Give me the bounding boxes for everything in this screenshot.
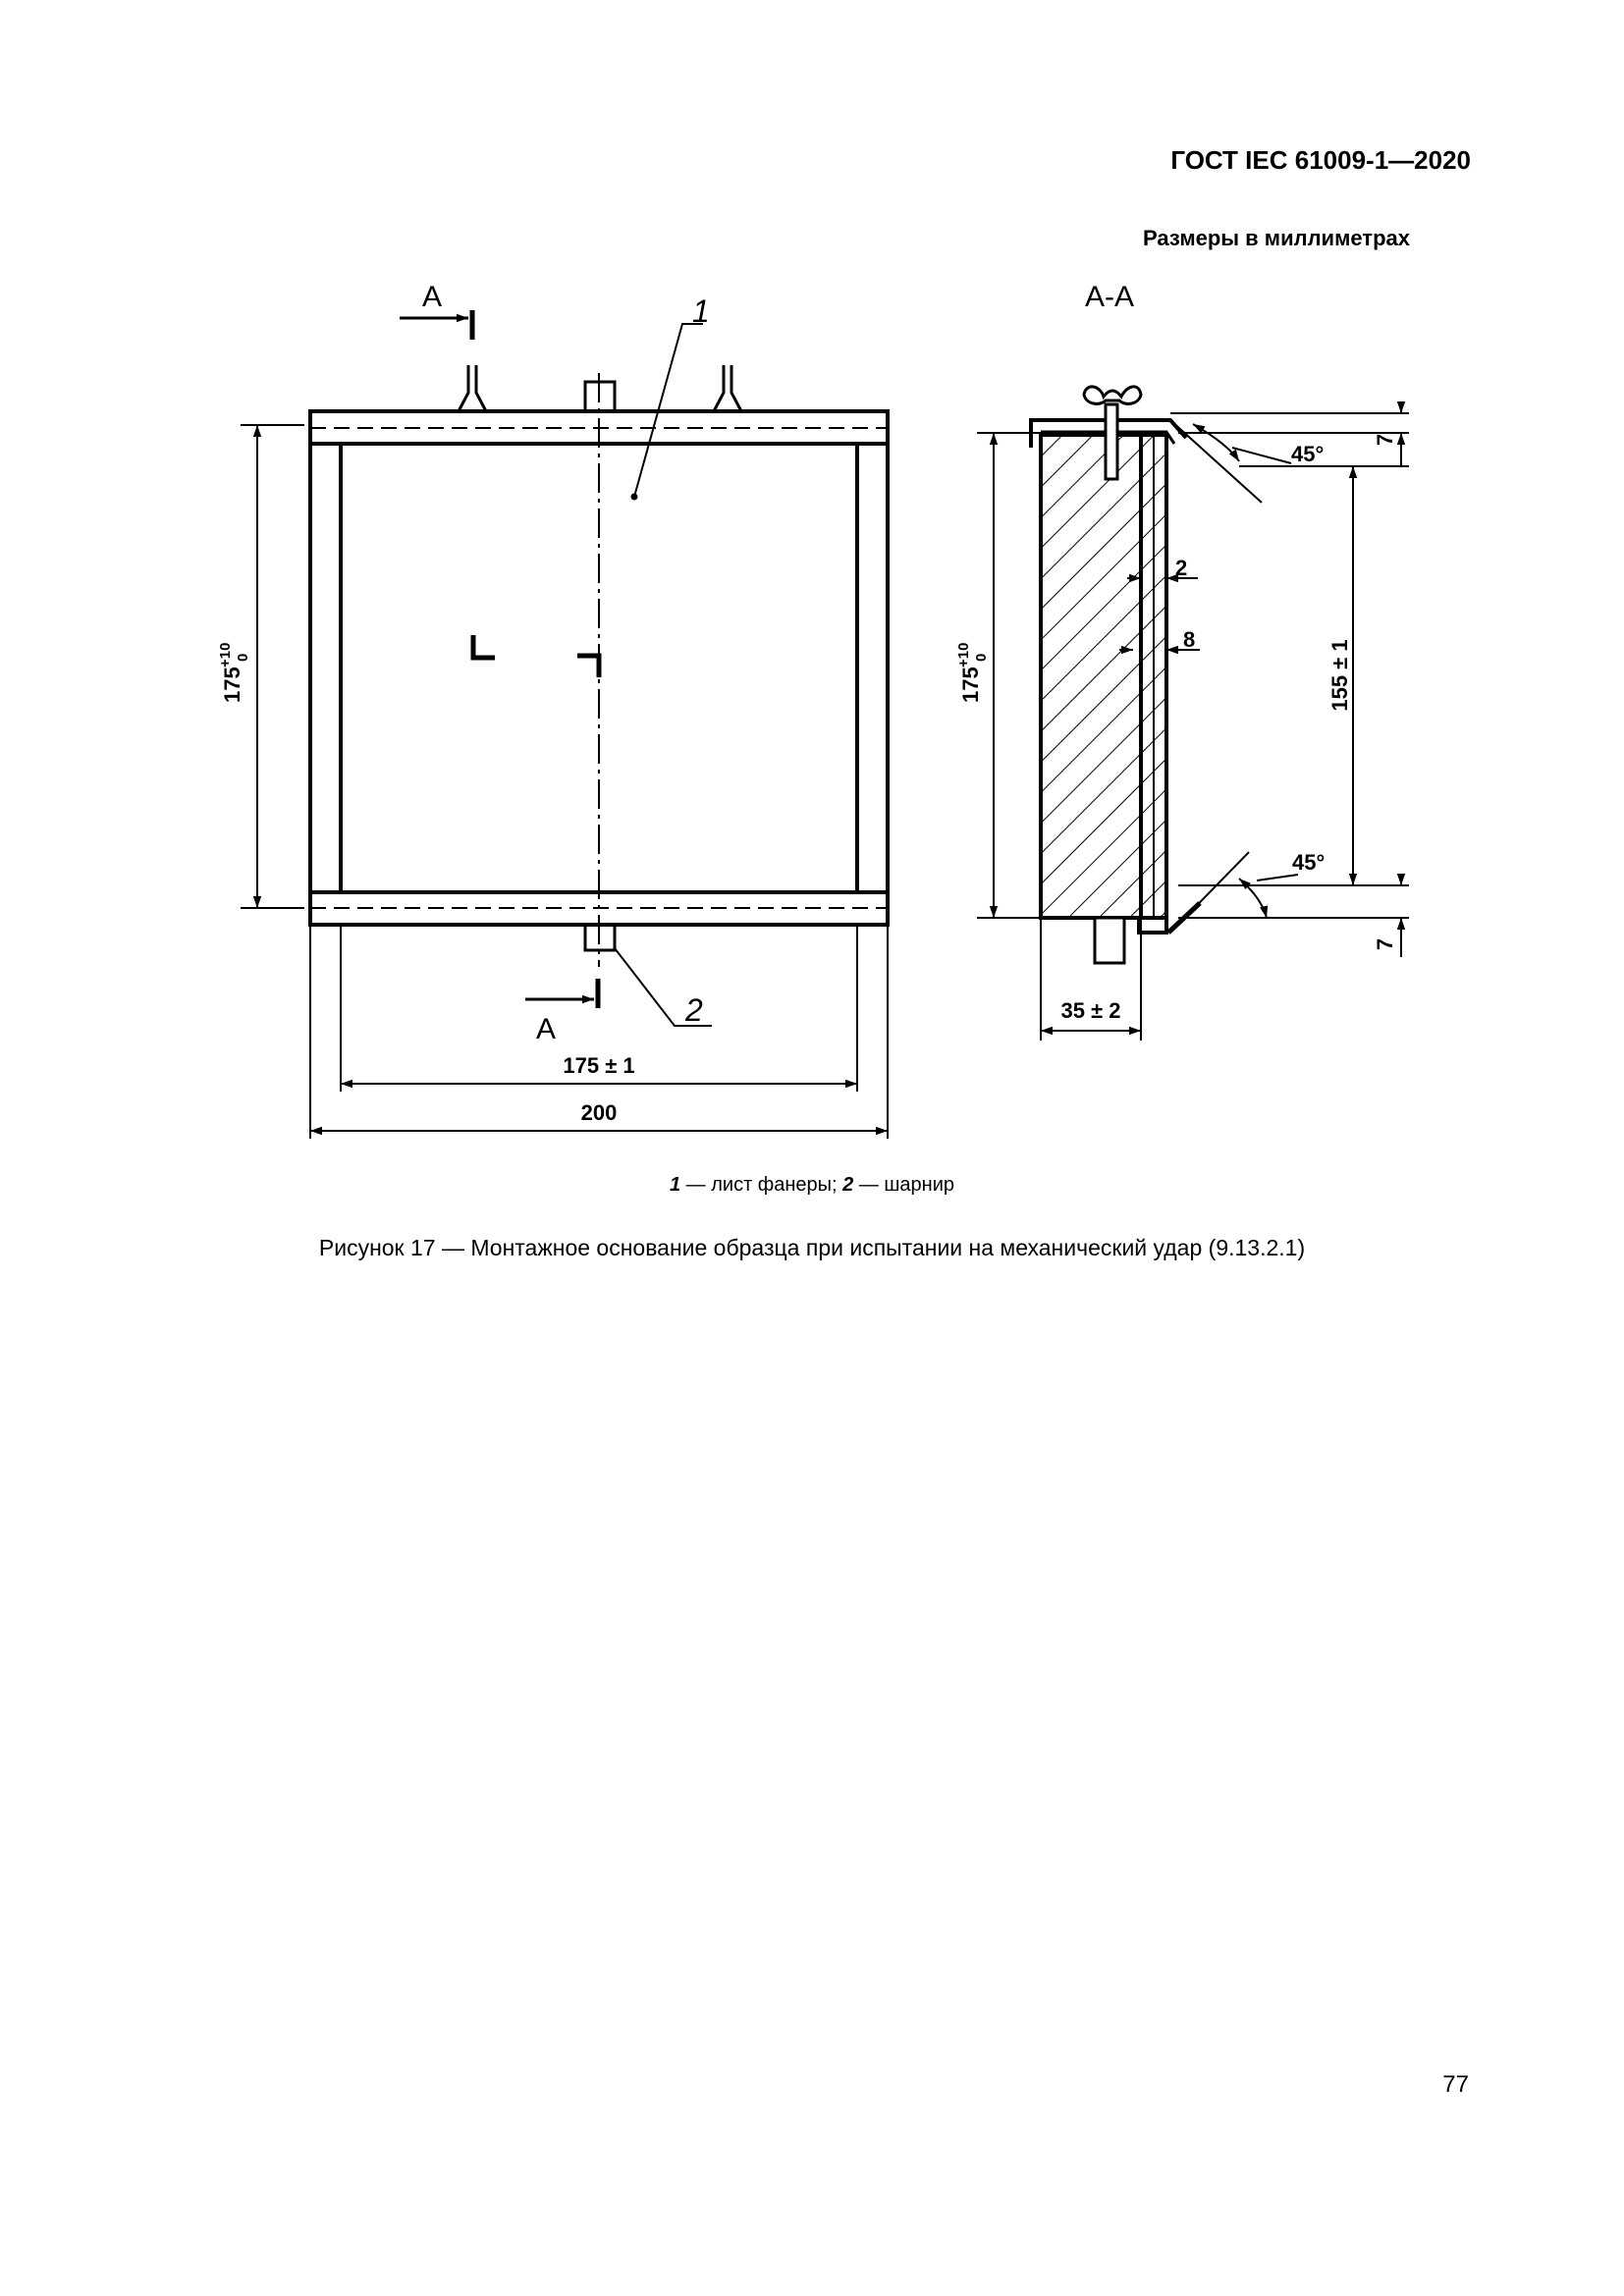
front-view xyxy=(241,310,888,1139)
wing-nut-icon xyxy=(459,365,486,411)
svg-text:+10: +10 xyxy=(217,642,234,667)
figure-legend xyxy=(0,1174,1624,1197)
svg-text:175: 175 xyxy=(958,667,983,703)
dim-outer-width: 200 xyxy=(580,1100,618,1125)
dim-inner-width: 175 ± 1 xyxy=(563,1053,635,1078)
section-mark-bottom: А xyxy=(536,1013,557,1045)
svg-text:0: 0 xyxy=(973,653,990,662)
legend-num-1: 1 xyxy=(669,1174,681,1196)
standard-id: ГОСТ IEC 61009-1—2020 xyxy=(1170,145,1471,175)
section-mark-top: А xyxy=(422,281,443,313)
svg-text:175: 175 xyxy=(220,667,244,703)
section-height-dimension xyxy=(955,643,990,703)
callout-1: 1 xyxy=(692,294,710,329)
angle-top: 45° xyxy=(1291,442,1325,466)
page-number: 77 xyxy=(1442,2071,1469,2098)
dim-thickness-2: 2 xyxy=(1175,556,1188,580)
svg-text:+10: +10 xyxy=(955,642,972,667)
dim-thickness-8: 8 xyxy=(1183,627,1196,652)
plywood-block xyxy=(1041,435,1141,918)
svg-text:0: 0 xyxy=(235,653,251,662)
figure-caption: Рисунок 17 — Монтажное основание образца при испытании на механический удар (9.13.2.1) xyxy=(318,1235,1306,1260)
wing-nut-icon xyxy=(1084,387,1141,403)
front-height-dimension xyxy=(217,643,251,703)
legend-text-1: — лист фанеры; xyxy=(680,1174,843,1196)
legend-num-2: 2 xyxy=(842,1174,854,1196)
section-view xyxy=(977,387,1409,1041)
angle-bottom: 45° xyxy=(1292,850,1326,875)
dim-offset-bottom: 7 xyxy=(1373,937,1397,951)
dim-offset-top: 7 xyxy=(1373,433,1397,447)
units-note: Размеры в миллиметрах xyxy=(1143,226,1410,250)
legend-text-2: — шарнир xyxy=(853,1174,955,1196)
section-title: А-А xyxy=(1085,281,1135,313)
dim-span: 155 ± 1 xyxy=(1327,639,1352,712)
callout-2: 2 xyxy=(685,992,703,1028)
wing-nut-icon xyxy=(714,365,741,411)
dim-depth: 35 ± 2 xyxy=(1060,998,1121,1023)
